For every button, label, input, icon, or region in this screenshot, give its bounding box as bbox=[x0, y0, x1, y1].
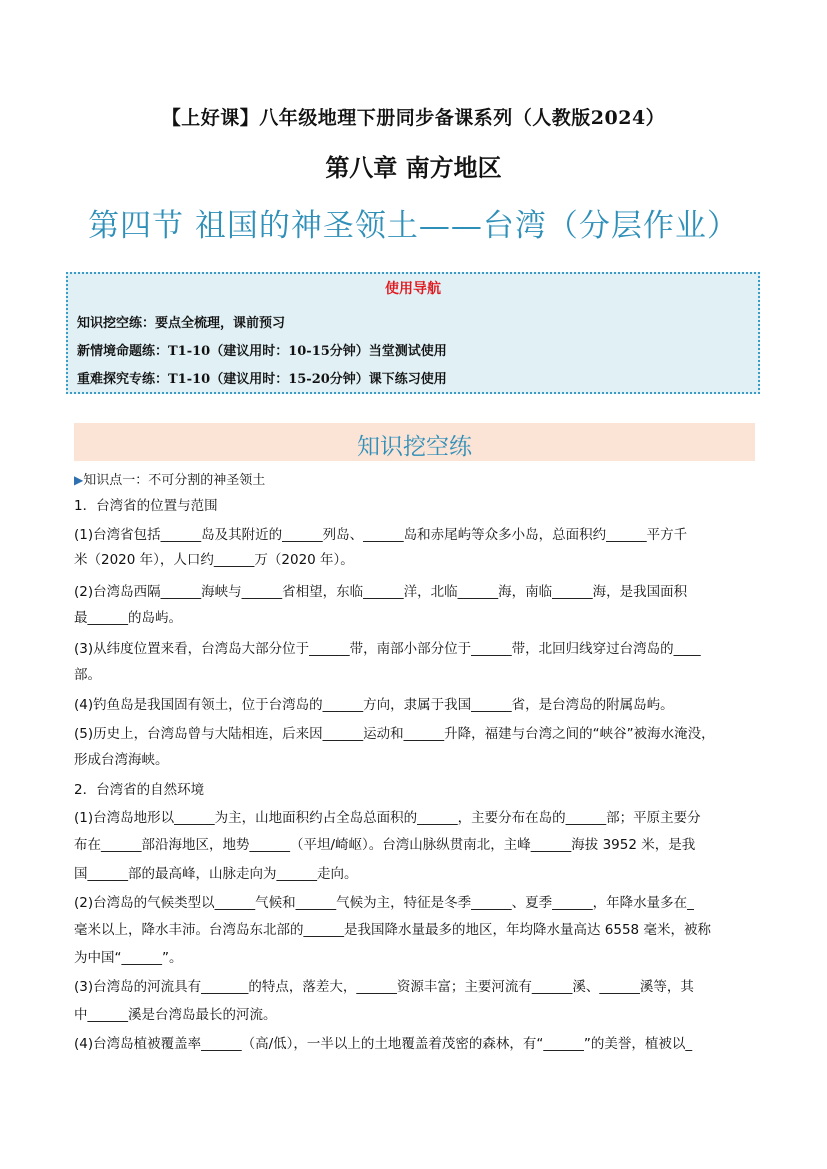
body-line: 毫米以上，降水丰沛。台湾岛东北部的______是我国降水量最多的地区，年均降水量高达 6558 毫米，被称 bbox=[74, 922, 711, 938]
body-line: 部。 bbox=[74, 667, 101, 683]
chapter-title: 第八章 南方地区 bbox=[325, 154, 502, 182]
body-line: (1)台湾岛地形以______为主，山地面积约占全岛总面积的______，主要分布在岛的______部；平原主要分 bbox=[74, 810, 701, 826]
series-title: 【上好课】八年级地理下册同步备课系列（人教版2024） bbox=[161, 107, 666, 129]
usage-guide-box bbox=[66, 272, 760, 394]
knowledge-point-text: 知识点一：不可分割的神圣领土 bbox=[83, 473, 266, 488]
body-line: 国______部的最高峰，山脉走向为______走向。 bbox=[74, 866, 358, 882]
body-line: (2)台湾岛西隔______海峡与______省相望，东临______洋，北临______海，南临______海，是我国面积 bbox=[74, 584, 688, 600]
usage-guide-item: 知识挖空练：要点全梳理，课前预习 bbox=[77, 316, 286, 331]
section-band-title: 知识挖空练 bbox=[357, 434, 472, 460]
usage-guide-title: 使用导航 bbox=[385, 281, 441, 297]
body-line: (5)历史上，台湾岛曾与大陆相连，后来因______运动和______升降，福建与台湾之间的“峡谷”被海水淹没， bbox=[74, 726, 715, 742]
body-line: 为中国“______”。 bbox=[74, 950, 183, 966]
body-line: (1)台湾省包括______岛及其附近的______列岛、______岛和赤尾屿等众多小岛，总面积约______平方千 bbox=[74, 527, 688, 543]
body-line: (4)钓鱼岛是我国固有领土，位于台湾岛的______方向，隶属于我国______省，是台湾岛的附属岛屿。 bbox=[74, 697, 674, 713]
body-line: 形成台湾海峡。 bbox=[74, 752, 169, 768]
body-line: (3)从纬度位置来看，台湾岛大部分位于______带，南部小部分位于______带，北回归线穿过台湾岛的____ bbox=[74, 641, 701, 657]
body-line: 布在______部沿海地区，地势______（平坦/崎岖）。台湾山脉纵贯南北，主峰______海拔 3952 米，是我 bbox=[74, 837, 696, 853]
section-title: 第四节 祖国的神圣领土——台湾（分层作业） bbox=[88, 208, 739, 244]
usage-guide-item: 新情境命题练：T1-10（建议用时：10-15分钟）当堂测试使用 bbox=[77, 344, 447, 359]
body-line: 米（2020 年），人口约______万（2020 年）。 bbox=[74, 552, 354, 568]
body-line: 2．台湾省的自然环境 bbox=[74, 782, 205, 798]
body-line: (4)台湾岛植被覆盖率______（高/低），一半以上的土地覆盖着茂密的森林，有“______”的美誉，植被以_ bbox=[74, 1036, 693, 1052]
body-line: 最______的岛屿。 bbox=[74, 610, 182, 626]
triangle-marker-icon: ▶ bbox=[74, 473, 84, 487]
section-band bbox=[74, 423, 755, 461]
usage-guide-item: 重难探究专练：T1-10（建议用时：15-20分钟）课下练习使用 bbox=[77, 372, 447, 387]
body-line: (3)台湾岛的河流具有_______的特点，落差大，______资源丰富；主要河流有______溪、______溪等，其 bbox=[74, 979, 694, 995]
knowledge-point-heading bbox=[74, 469, 265, 488]
body-line: 1．台湾省的位置与范围 bbox=[74, 498, 218, 514]
body-line: (2)台湾岛的气候类型以______气候和______气候为主，特征是冬季______、夏季______，年降水量多在_ bbox=[74, 895, 694, 911]
body-line: 中______溪是台湾岛最长的河流。 bbox=[74, 1007, 277, 1023]
